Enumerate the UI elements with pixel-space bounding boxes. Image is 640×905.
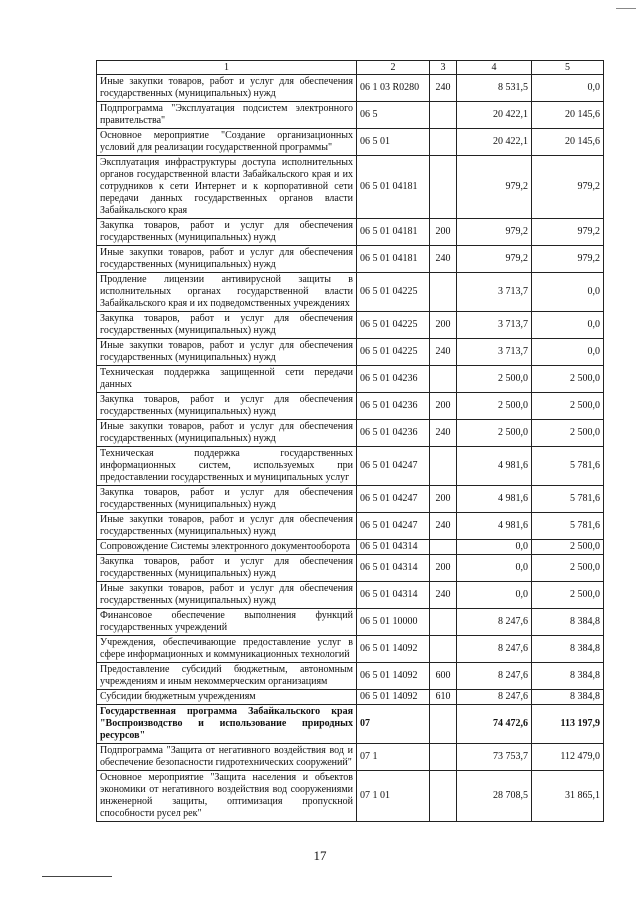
cell-name: Закупка товаров, работ и услуг для обеспечения государственных (муниципальных) нужд bbox=[97, 486, 357, 513]
cell-code: 06 5 01 04314 bbox=[357, 582, 430, 609]
table-row bbox=[97, 312, 604, 339]
cell-v2020: 0,0 bbox=[532, 312, 604, 339]
cell-vr bbox=[430, 129, 457, 156]
table-row bbox=[97, 447, 604, 486]
cell-v2019: 20 422,1 bbox=[457, 102, 532, 129]
table-row bbox=[97, 513, 604, 540]
table-row bbox=[97, 744, 604, 771]
cell-vr bbox=[430, 609, 457, 636]
cell-code: 06 5 01 04236 bbox=[357, 366, 430, 393]
cell-vr bbox=[430, 156, 457, 219]
cell-vr: 240 bbox=[430, 75, 457, 102]
cell-v2020: 112 479,0 bbox=[532, 744, 604, 771]
cell-name: Подпрограмма "Эксплуатация подсистем электронного правительства" bbox=[97, 102, 357, 129]
cell-v2019: 8 247,6 bbox=[457, 609, 532, 636]
cell-v2020: 5 781,6 bbox=[532, 486, 604, 513]
cell-code: 06 5 bbox=[357, 102, 430, 129]
cell-vr bbox=[430, 273, 457, 312]
cell-v2020: 20 145,6 bbox=[532, 102, 604, 129]
cell-v2019: 28 708,5 bbox=[457, 771, 532, 822]
cell-v2019: 3 713,7 bbox=[457, 273, 532, 312]
cell-code: 06 5 01 10000 bbox=[357, 609, 430, 636]
cell-v2019: 8 247,6 bbox=[457, 636, 532, 663]
cell-name: Иные закупки товаров, работ и услуг для обеспечения государственных (муниципальных) нужд bbox=[97, 582, 357, 609]
cell-name: Иные закупки товаров, работ и услуг для обеспечения государственных (муниципальных) нужд bbox=[97, 339, 357, 366]
cell-v2019: 2 500,0 bbox=[457, 420, 532, 447]
cell-code: 06 5 01 04314 bbox=[357, 555, 430, 582]
cell-v2019: 20 422,1 bbox=[457, 129, 532, 156]
cell-vr bbox=[430, 447, 457, 486]
cell-vr: 200 bbox=[430, 555, 457, 582]
table-row bbox=[97, 555, 604, 582]
cell-v2020: 2 500,0 bbox=[532, 366, 604, 393]
cell-v2019: 2 500,0 bbox=[457, 393, 532, 420]
cell-vr bbox=[430, 636, 457, 663]
cell-name: Эксплуатация инфраструктуры доступа исполнительных органов государственной власти Забайкальского края и их сотрудников к сети Интернет и к корпоративной сети передачи данных государственных органов власти Забайкальского края bbox=[97, 156, 357, 219]
cell-vr: 240 bbox=[430, 339, 457, 366]
cell-code: 06 5 01 04314 bbox=[357, 540, 430, 555]
cell-v2019: 0,0 bbox=[457, 555, 532, 582]
cell-code: 06 5 01 04181 bbox=[357, 156, 430, 219]
cell-name: Основное мероприятие "Защита населения и объектов экономики от негативного воздействия вод сооружениями инженерной защиты, оптимизация пропускной способности русел рек" bbox=[97, 771, 357, 822]
cell-v2019: 979,2 bbox=[457, 219, 532, 246]
cell-name: Сопровождение Системы электронного документооборота bbox=[97, 540, 357, 555]
table-row bbox=[97, 156, 604, 219]
cell-code: 06 5 01 bbox=[357, 129, 430, 156]
cell-name: Закупка товаров, работ и услуг для обеспечения государственных (муниципальных) нужд bbox=[97, 393, 357, 420]
cell-vr: 240 bbox=[430, 420, 457, 447]
cell-v2019: 74 472,6 bbox=[457, 705, 532, 744]
footnote-separator bbox=[42, 876, 112, 877]
cell-v2020: 31 865,1 bbox=[532, 771, 604, 822]
col-header-name: 1 bbox=[97, 61, 357, 75]
table-row bbox=[97, 636, 604, 663]
cell-code: 06 5 01 04181 bbox=[357, 219, 430, 246]
cell-code: 06 5 01 04247 bbox=[357, 486, 430, 513]
cell-name: Продление лицензии антивирусной защиты в исполнительных органах государственной власти Забайкальского края и их подведомственных учреждениях bbox=[97, 273, 357, 312]
cell-v2020: 5 781,6 bbox=[532, 513, 604, 540]
cell-v2019: 4 981,6 bbox=[457, 513, 532, 540]
col-header-vr: 3 bbox=[430, 61, 457, 75]
cell-v2019: 0,0 bbox=[457, 540, 532, 555]
table-body bbox=[97, 75, 604, 822]
cell-v2020: 2 500,0 bbox=[532, 540, 604, 555]
cell-v2020: 8 384,8 bbox=[532, 636, 604, 663]
table-row bbox=[97, 771, 604, 822]
cell-v2019: 73 753,7 bbox=[457, 744, 532, 771]
cell-vr: 200 bbox=[430, 486, 457, 513]
table-row bbox=[97, 690, 604, 705]
table-row bbox=[97, 393, 604, 420]
table-row bbox=[97, 705, 604, 744]
cell-v2019: 3 713,7 bbox=[457, 312, 532, 339]
cell-vr bbox=[430, 102, 457, 129]
cell-vr: 240 bbox=[430, 513, 457, 540]
cell-vr: 610 bbox=[430, 690, 457, 705]
cell-code: 07 1 bbox=[357, 744, 430, 771]
table-row bbox=[97, 75, 604, 102]
cell-name: Учреждения, обеспечивающие предоставление услуг в сфере информационных и коммуникационных технологий bbox=[97, 636, 357, 663]
page-number: 17 bbox=[313, 848, 327, 863]
cell-name: Техническая поддержка государственных информационных систем, используемых при предоставлении государственных и муниципальных услуг bbox=[97, 447, 357, 486]
cell-v2020: 113 197,9 bbox=[532, 705, 604, 744]
cell-vr: 200 bbox=[430, 312, 457, 339]
cell-v2020: 20 145,6 bbox=[532, 129, 604, 156]
corner-mark bbox=[616, 8, 636, 9]
cell-code: 06 5 01 04181 bbox=[357, 246, 430, 273]
table-row bbox=[97, 246, 604, 273]
cell-vr bbox=[430, 744, 457, 771]
cell-name: Субсидии бюджетным учреждениям bbox=[97, 690, 357, 705]
table-row bbox=[97, 102, 604, 129]
table-header-row bbox=[97, 61, 604, 75]
cell-v2020: 8 384,8 bbox=[532, 663, 604, 690]
table-row bbox=[97, 582, 604, 609]
cell-v2019: 8 531,5 bbox=[457, 75, 532, 102]
cell-v2020: 0,0 bbox=[532, 273, 604, 312]
cell-v2020: 0,0 bbox=[532, 75, 604, 102]
table-row bbox=[97, 540, 604, 555]
cell-vr bbox=[430, 771, 457, 822]
cell-name: Основное мероприятие "Создание организационных условий для реализации государственной программы" bbox=[97, 129, 357, 156]
cell-code: 06 5 01 04236 bbox=[357, 420, 430, 447]
cell-v2019: 8 247,6 bbox=[457, 663, 532, 690]
cell-name: Иные закупки товаров, работ и услуг для обеспечения государственных (муниципальных) нужд bbox=[97, 75, 357, 102]
cell-vr bbox=[430, 540, 457, 555]
cell-code: 06 5 01 14092 bbox=[357, 636, 430, 663]
cell-v2019: 8 247,6 bbox=[457, 690, 532, 705]
cell-code: 06 5 01 04225 bbox=[357, 273, 430, 312]
cell-vr bbox=[430, 705, 457, 744]
cell-v2019: 4 981,6 bbox=[457, 486, 532, 513]
cell-name: Закупка товаров, работ и услуг для обеспечения государственных (муниципальных) нужд bbox=[97, 555, 357, 582]
cell-code: 07 1 01 bbox=[357, 771, 430, 822]
budget-table bbox=[96, 60, 604, 822]
cell-v2020: 2 500,0 bbox=[532, 555, 604, 582]
cell-v2020: 2 500,0 bbox=[532, 393, 604, 420]
cell-name: Иные закупки товаров, работ и услуг для обеспечения государственных (муниципальных) нужд bbox=[97, 513, 357, 540]
cell-name: Предоставление субсидий бюджетным, автономным учреждениям и иным некоммерческим организациям bbox=[97, 663, 357, 690]
table-row bbox=[97, 273, 604, 312]
cell-name: Закупка товаров, работ и услуг для обеспечения государственных (муниципальных) нужд bbox=[97, 312, 357, 339]
table-row bbox=[97, 486, 604, 513]
cell-code: 07 bbox=[357, 705, 430, 744]
cell-v2019: 979,2 bbox=[457, 246, 532, 273]
cell-code: 06 5 01 14092 bbox=[357, 663, 430, 690]
cell-name: Подпрограмма "Защита от негативного воздействия вод и обеспечение безопасности гидротехнических сооружений" bbox=[97, 744, 357, 771]
cell-code: 06 5 01 04225 bbox=[357, 312, 430, 339]
col-header-year1: 4 bbox=[457, 61, 532, 75]
cell-code: 06 5 01 14092 bbox=[357, 690, 430, 705]
cell-vr: 240 bbox=[430, 582, 457, 609]
cell-code: 06 5 01 04247 bbox=[357, 513, 430, 540]
table-row bbox=[97, 609, 604, 636]
cell-vr: 200 bbox=[430, 219, 457, 246]
cell-vr bbox=[430, 366, 457, 393]
cell-name: Финансовое обеспечение выполнения функций государственных учреждений bbox=[97, 609, 357, 636]
cell-name: Техническая поддержка защищенной сети передачи данных bbox=[97, 366, 357, 393]
cell-v2019: 3 713,7 bbox=[457, 339, 532, 366]
table-row bbox=[97, 663, 604, 690]
cell-code: 06 5 01 04236 bbox=[357, 393, 430, 420]
table-row bbox=[97, 366, 604, 393]
cell-v2020: 0,0 bbox=[532, 339, 604, 366]
cell-v2020: 8 384,8 bbox=[532, 609, 604, 636]
table-row bbox=[97, 219, 604, 246]
table-row bbox=[97, 129, 604, 156]
cell-v2020: 979,2 bbox=[532, 246, 604, 273]
cell-v2020: 5 781,6 bbox=[532, 447, 604, 486]
cell-v2019: 979,2 bbox=[457, 156, 532, 219]
col-header-code: 2 bbox=[357, 61, 430, 75]
cell-v2020: 2 500,0 bbox=[532, 582, 604, 609]
cell-v2020: 979,2 bbox=[532, 219, 604, 246]
col-header-year2: 5 bbox=[532, 61, 604, 75]
cell-name: Закупка товаров, работ и услуг для обеспечения государственных (муниципальных) нужд bbox=[97, 219, 357, 246]
cell-name: Иные закупки товаров, работ и услуг для обеспечения государственных (муниципальных) нужд bbox=[97, 420, 357, 447]
cell-vr: 240 bbox=[430, 246, 457, 273]
cell-v2020: 979,2 bbox=[532, 156, 604, 219]
cell-v2019: 2 500,0 bbox=[457, 366, 532, 393]
cell-code: 06 5 01 04225 bbox=[357, 339, 430, 366]
cell-code: 06 1 03 R0280 bbox=[357, 75, 430, 102]
cell-v2019: 0,0 bbox=[457, 582, 532, 609]
cell-name: Государственная программа Забайкальского края "Воспроизводство и использование природных ресурсов" bbox=[97, 705, 357, 744]
table-row bbox=[97, 420, 604, 447]
cell-v2019: 4 981,6 bbox=[457, 447, 532, 486]
table-row bbox=[97, 339, 604, 366]
cell-code: 06 5 01 04247 bbox=[357, 447, 430, 486]
cell-v2020: 2 500,0 bbox=[532, 420, 604, 447]
cell-vr: 200 bbox=[430, 393, 457, 420]
cell-v2020: 8 384,8 bbox=[532, 690, 604, 705]
cell-name: Иные закупки товаров, работ и услуг для обеспечения государственных (муниципальных) нужд bbox=[97, 246, 357, 273]
cell-vr: 600 bbox=[430, 663, 457, 690]
